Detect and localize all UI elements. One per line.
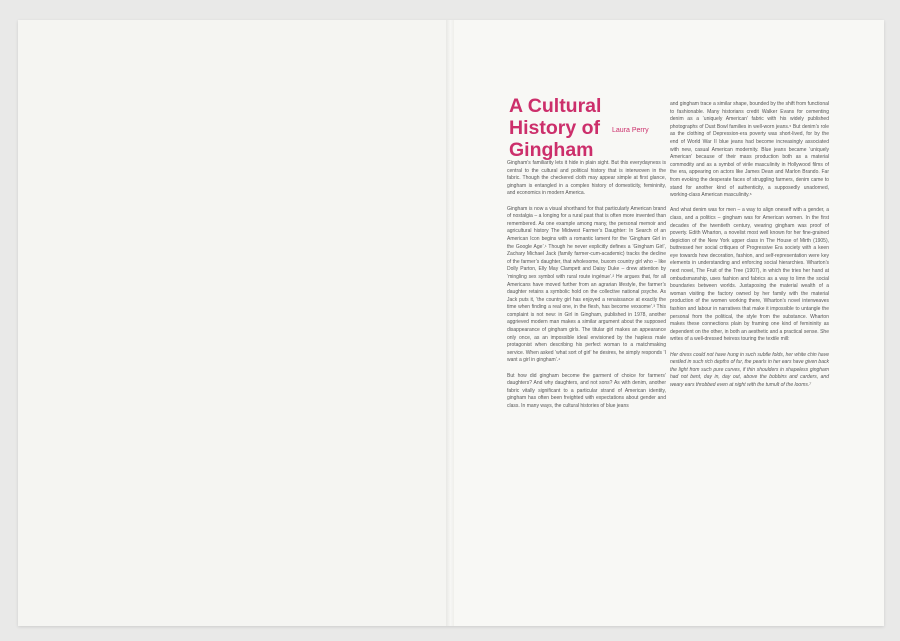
block-quote: Her dress could not have hung in such subtle folds, her white chin have nestled in such rich depths of fur, the pearls in her ears have given back the light from such pure curves, if thin shoulders in shapeless gingham had not bent, day in, day out, above the bobbins and carders, and weary ears throbbed even at night with the tumult of the looms.⁷ bbox=[670, 351, 829, 388]
paragraph: Gingham’s familiarity lets it hide in plain sight. But this everydayness is central to the cultural and political history that is interwoven in the fabric. Though the checkered cloth may appear simple at first glance, gingham is entangled in a complex history of domesticity, femininity, and economics in modern America. bbox=[507, 160, 666, 197]
article-author: Laura Perry bbox=[612, 127, 649, 134]
paragraph: Gingham is now a visual shorthand for that particularly American brand of nostalgia – a longing for a rural past that is often more invented than remembered. As one example among many, the personal memoir and agricultural history The Midwest Farmer’s Daughter: In Search of an American Icon begins with a romantic lament for the ‘Gingham Girl in the Google Age’.¹ Though he never explicitly defines a ‘Gingham Girl’, Zachary Michael Jack (family farmer-cum-academic) tracks the decline of the farmer’s daughter, that wholesome, buxom country girl who – like Dolly Parton, Elly May Clampett and Daisy Duke – drew attention by ‘mingling sex symbol with rural route ingénue’.² He argues that, for all Americans have moved further from an agrarian lifestyle, the farmer’s daughter retains a symbolic hold on the collective national psyche. As Jack puts it, ‘the country girl has enjoyed a renaissance at exactly the time when finding a real one, in the flesh, has become vexsome’.³ This complaint is not new: in Girl in Gingham, published in 1978, another aggrieved modern man makes a similar argument about the supposed disappearance of gingham girls. The titular girl makes an appearance only once, as an impossible ideal envisioned by the hapless male protagonist when describing his perfect woman to a matchmaking service. When asked ‘what sort of girl’ he desires, he simply responds ‘I want a girl in gingham’.⁴ bbox=[507, 205, 666, 364]
left-page bbox=[18, 20, 450, 626]
article-title: A Cultural History of Gingham bbox=[509, 95, 602, 161]
paragraph: But how did gingham become the garment of choice for farmers’ daughters? And why daughters, and not sons? As with denim, another fabric vitally significant to a particular strand of American identity, gingham has often been freighted with expectations about gender and class. In many ways, the cultural histories of blue jeans bbox=[507, 372, 666, 409]
book-gutter bbox=[446, 20, 454, 626]
paragraph: And what denim was for men – a way to align oneself with a gender, a class, and a politics – gingham was for American women. In the first decades of the twentieth century, wearing gingham was proof of poverty. Edith Wharton, a novelist most well known for her fine-grained depiction of the New York upper class in The House of Mirth (1905), buttressed her social critiques of Progressive Era society with a keen eye towards how decoration, fashion, and self-representation were key elements in understanding and enforcing social hierarchies. Wharton’s next novel, The Fruit of the Tree (1907), in which the tries her hand at ombudsmanship, uses fashion and fabrics as a way to limn the social boundaries between worlds. Juxtaposing the material wealth of a woman visiting the factory owned by her family with the material production of the women working there, Wharton’s novel interweaves fashion and labour in narratives that make it impossible to untangle the personal from the political, the style from the substance. Wharton makes these connections plain by framing one kind of femininity as dependent on the other, in both an aesthetic and a practical sense. She writes of a well-dressed heiress touring the textile mill: bbox=[670, 207, 829, 343]
paragraph: and gingham trace a similar shape, bounded by the shift from functional to fashionable. Many historians credit Walker Evans for cementing denim as a ‘uniquely American’ fabric with his widely published photographs of Dust Bowl families in well-worn jeans.⁵ But denim’s role as the clothing of Depression-era poverty was short-lived, for by the end of World War II blue jeans had become increasingly associated with new, casual American modernity. Blue jeans became ‘uniquely American’ because of their mass production both as a material commodity and as a symbol of virile masculinity in Hollywood films of the era, appearing on actors like James Dean and Marlon Brando. Far from evoking the desperate faces of struggling farmers, denim came to stand for another kind of authenticity, a supposedly unadorned, working-class American masculinity.⁶ bbox=[670, 101, 829, 199]
text-column-left bbox=[507, 160, 666, 418]
text-column-right bbox=[670, 101, 829, 397]
